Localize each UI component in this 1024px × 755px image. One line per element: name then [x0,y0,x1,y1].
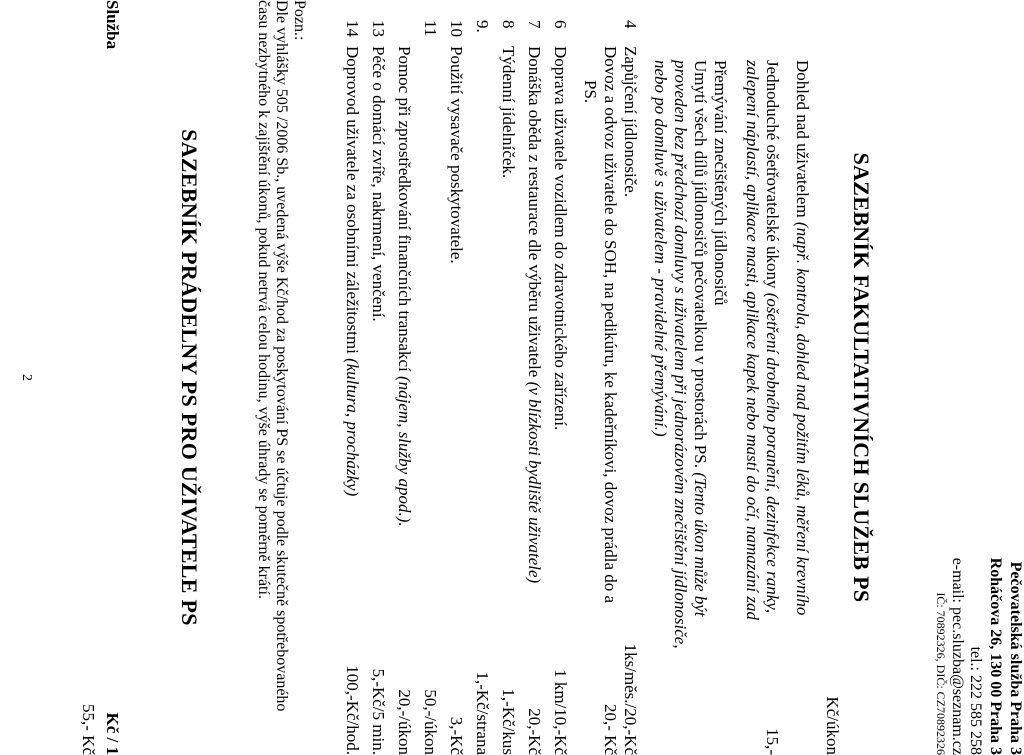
service-row [762,60,782,613]
row-number: 13 [369,20,388,37]
page-number: 2 [19,374,34,381]
service-price: 5,-Kč/5 min. [369,668,388,755]
row-number: 14 [343,20,362,37]
service-price: 20,- Kč [601,704,620,755]
service-text: Jednoduché ošetřovatelské úkony [763,60,782,289]
row-number: 8 [499,20,518,29]
row-number: 10 [447,20,466,37]
service-text: Umytí všech dílů jídlonosičů pečovatelkou v prostorách PS. [691,60,710,468]
table-header-unit: Kč / 1 [103,712,122,755]
org-address: Roháčova 26, 130 00 Praha 3 [987,557,1004,755]
note-label: Pozn.: [291,0,308,41]
service-row: PS. [581,80,600,104]
service-price: 100,-Kč/hod. [343,665,362,755]
org-phone: tel.: 222 585 258 [967,646,984,755]
service-row: Přemývání znečištěných jídlonosičů [711,60,730,306]
title-pradelna: SAZEBNÍK PRÁDELNY PS PRO UŽIVATELE PS [177,129,202,626]
unit-header: Kč/úkon [823,696,842,755]
service-row [498,20,518,178]
service-price: 1ks/měs./20,-Kč [621,643,640,755]
table-cell-price: 55,- Kč [79,704,98,755]
service-price: 20,-/úkon [395,689,414,755]
service-row [472,20,492,46]
service-row [550,20,570,430]
service-text: Doprovod uživatele za osobními záležitostmi [343,46,362,354]
note-line: Dle vyhlášky 505 /2006 Sb., uvedená výše Kč/hod za poskytování PS se účtuje podle skutečně spotřebovaného [273,0,290,712]
service-row: Dovoz a odvoz uživatele do SOH, na pedikúru, ke kadeřníkovi, dovoz prádla do a [601,46,620,604]
service-text: Týdenní jídelníček. [499,46,518,179]
row-number: 7 [525,20,544,29]
service-text: Doprava uživatele vozidlem do zdravotnického zařízení. [551,46,570,431]
service-text: Zapůjčení jídlonosiče. [621,46,640,198]
service-note: (v blízkosti bydliště uživatele) [525,381,544,584]
service-text: Použití vysavače poskytovatele. [447,46,466,264]
table-header-service: Služba [103,0,122,50]
service-price: 1 km/10,-Kč [551,669,570,755]
org-name: Pečovatelská služba Praha 3 [1007,561,1024,755]
service-row [620,20,640,197]
service-text: Pomoc při zprostředkování finančních transakcí [395,46,414,372]
row-number: 9. [473,20,492,33]
service-note: (nájem, služby apod.). [395,375,414,527]
row-number: 11 [421,20,440,37]
service-note-line: nebo po domluvě s uživatelem - pravidelné přemývání.) [651,60,670,437]
service-price: 50,-/úkon [421,689,440,755]
org-ids: IČ: 70892326, DIČ: CZ70892326 [934,592,948,755]
service-row [792,60,812,615]
service-price: 1,-Kč/strana [473,671,492,755]
service-row [394,46,414,527]
org-email: e-mail: pec.sluzba@seznam.cz [949,557,966,755]
service-text: Donáška oběda z restaurace dle výběru uživatele [525,46,544,378]
service-row [342,20,362,496]
service-price: 20,-Kč [525,708,544,755]
title-fakultativni: SAZEBNÍK FAKULTATIVNÍCH SLUŽEB PS [849,152,874,603]
service-row [368,20,388,322]
service-row [420,20,440,46]
service-note: (ošetření drobného poranění, dezinfekce ranky, [763,292,782,614]
service-price: 3,-Kč [447,716,466,755]
service-row [446,20,466,264]
service-price: 15,- [763,728,782,755]
service-note: (Tento úkon může být [691,472,710,617]
row-number: 4 [621,20,640,29]
service-price: 1,-Kč/kus [499,688,518,755]
service-note-line: zalepení náplastí, aplikace masti, aplikace kapek nebo mastí do očí, namazání zad [743,60,762,620]
service-note-line: proveden bez předchozí domluvy s uživatelem při jednorázovém znečištění jídlonosiče, [671,60,690,649]
note-line: času nezbytného k zajištění úkonů, pokud netrvá celou hodinu, výše úhrady se poměrně krátí. [255,0,272,599]
row-number: 6 [551,20,570,29]
service-note: (kultura, procházky) [343,358,362,497]
service-note: (např. kontrola, dohled nad požitím léků, měření krevního [793,221,812,616]
service-text: Péče o domácí zvíře, nakrmení, venčení. [369,46,388,322]
service-row [690,60,710,617]
service-text: Dohled nad uživatelem [793,60,812,218]
service-row [524,20,544,583]
